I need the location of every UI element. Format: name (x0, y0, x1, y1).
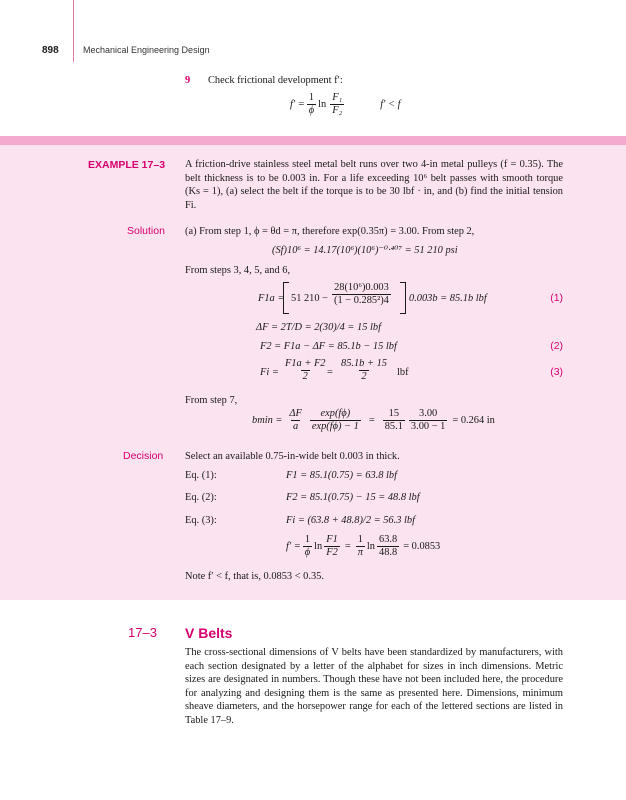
decision-line-1: Select an available 0.75-in-wide belt 0.003 in thick. (185, 451, 400, 462)
step-9-text: Check frictional development f′: (208, 75, 343, 86)
decision-eq-3-label: Eq. (3): (185, 515, 217, 526)
bmin-equation: bmin = $\frac{\Delta F}{a}$ $\frac{\exp(f\phi)}{\exp(f\phi) - 1}$ = $\frac{15}{85.1}$ $\frac{3.00}{3.00 - 1}$ = 0.264 in (252, 408, 495, 432)
fraction: $\frac{\exp(f\phi)}{\exp(f\phi) - 1}$ (311, 408, 359, 432)
step-7-text: From step 7, (185, 395, 238, 406)
solution-label: Solution (127, 225, 165, 237)
decision-eq-1-value: F1 = 85.1(0.75) = 63.8 lbf (286, 470, 397, 481)
section-title: V Belts (185, 625, 233, 641)
fi-fraction-2: $\frac{85.1b + 15}{2}$ (341, 358, 387, 382)
delta-f-equation: ΔF = 2T/D = 2(30)/4 = 15 lbf (256, 322, 381, 333)
decision-label: Decision (123, 450, 164, 462)
fraction: $\frac{1}{\phi}$ (304, 534, 311, 558)
condition: f′ < f (380, 98, 401, 110)
fraction: $\frac{63.8}{48.8}$ (379, 534, 398, 558)
steps-text: From steps 3, 4, 5, and 6, (185, 265, 291, 276)
example-statement: A friction-drive stainless steel metal belt runs over two 4-in metal pulleys (f = 0.35). The belt thickness is to be 0.003 in. For a life exceeding 10⁶ belt passes with smooth torque (Ks = 1), (a) select the belt if the torque is to be 30 lbf · in, and (b) find the initial tension Fi. (185, 159, 563, 211)
fraction: $\frac{F1}{F2}$ (326, 534, 338, 558)
example-label: EXAMPLE 17–3 (88, 159, 166, 171)
f1a-bracket-left: 51 210 − (291, 293, 329, 304)
fraction: $\frac{15}{85.1}$ (384, 408, 403, 432)
solution-line-1: (a) From step 1, ϕ = θd = π, therefore exp(0.35π) = 3.00. From step 2, (185, 226, 475, 237)
fraction: $\frac{1}{\pi}$ (357, 534, 363, 558)
fi-lhs: Fi = (260, 367, 279, 378)
running-header: Mechanical Engineering Design (83, 45, 210, 55)
decision-eq-2-value: F2 = 85.1(0.75) − 15 = 48.8 lbf (286, 492, 420, 503)
f1a-lhs: F1a = (258, 293, 285, 304)
example-box (0, 145, 626, 600)
section-number: 17–3 (128, 625, 157, 640)
fprime-equation: f′ = $\frac{1}{\phi}$ ln $\frac{F1}{F2}$ = $\frac{1}{\pi}$ ln $\frac{63.8}{48.8}$ = 0.0853 (286, 534, 441, 558)
fraction: $\frac{1}{\phi}$ (308, 92, 315, 116)
fraction: $\frac{3.00}{3.00 - 1}$ (410, 408, 446, 432)
fi-unit: lbf (397, 367, 409, 378)
section-body: The cross-sectional dimensions of V belts have been standardized by manufacturers, with each section designated by a letter of the alphabet for sizes in inch dimensions. Metric sizes are designated in numbers. Though these have not been included here, the procedure for analyzing and designing them is the same as presented here. Dimensions, minimum sheave diameters, and the horsepower range for each of the lettered sections are listed in Table 17–9. (185, 647, 563, 726)
f2-row (185, 340, 563, 354)
decision-eq-1-label: Eq. (1): (185, 470, 217, 481)
f1a-equation (185, 282, 563, 316)
equals-sign: = (327, 367, 333, 378)
step-9-number: 9 (185, 75, 191, 86)
decision-note: Note f′ < f, that is, 0.0853 < 0.35. (185, 571, 324, 582)
f1a-fraction: $\frac{\text{28(10⁶)0.003}}{\text{(1 − 0.285²)4}}$ (334, 282, 389, 306)
step-9-equation: f′ = $\frac{1}{\phi}$ ln $\frac{\text{F₁}}{\text{F₂}}$ f′ < f (290, 92, 401, 116)
fraction: $\frac{\Delta F}{a}$ (289, 408, 302, 432)
eq-lhs: f′ = (290, 98, 305, 110)
equation-number-2: (2) (550, 341, 563, 352)
decision-eq-2-label: Eq. (2): (185, 492, 217, 503)
left-bracket (283, 282, 289, 314)
header-vertical-rule (73, 0, 74, 62)
fraction: $\frac{\text{F₁}}{\text{F₂}}$ (332, 92, 343, 116)
fi-fraction-1: $\frac{F1a + F2}{2}$ (285, 358, 326, 382)
example-top-band (0, 136, 626, 145)
f2-equation: F2 = F1a − ΔF = 85.1b − 15 lbf (260, 341, 397, 352)
sf-equation: (Sf)10⁶ = 14.17(10⁶)(10⁶)⁻⁰·⁴⁰⁷ = 51 210 psi (272, 245, 458, 256)
decision-eq-3-value: Fi = (63.8 + 48.8)/2 = 56.3 lbf (286, 515, 415, 526)
equation-number-3: (3) (550, 367, 563, 378)
f1a-right: 0.003b = 85.1b lbf (409, 293, 487, 304)
fi-row (185, 358, 563, 388)
right-bracket (400, 282, 406, 314)
equation-number-1: (1) (550, 293, 563, 304)
page-number: 898 (42, 45, 59, 56)
